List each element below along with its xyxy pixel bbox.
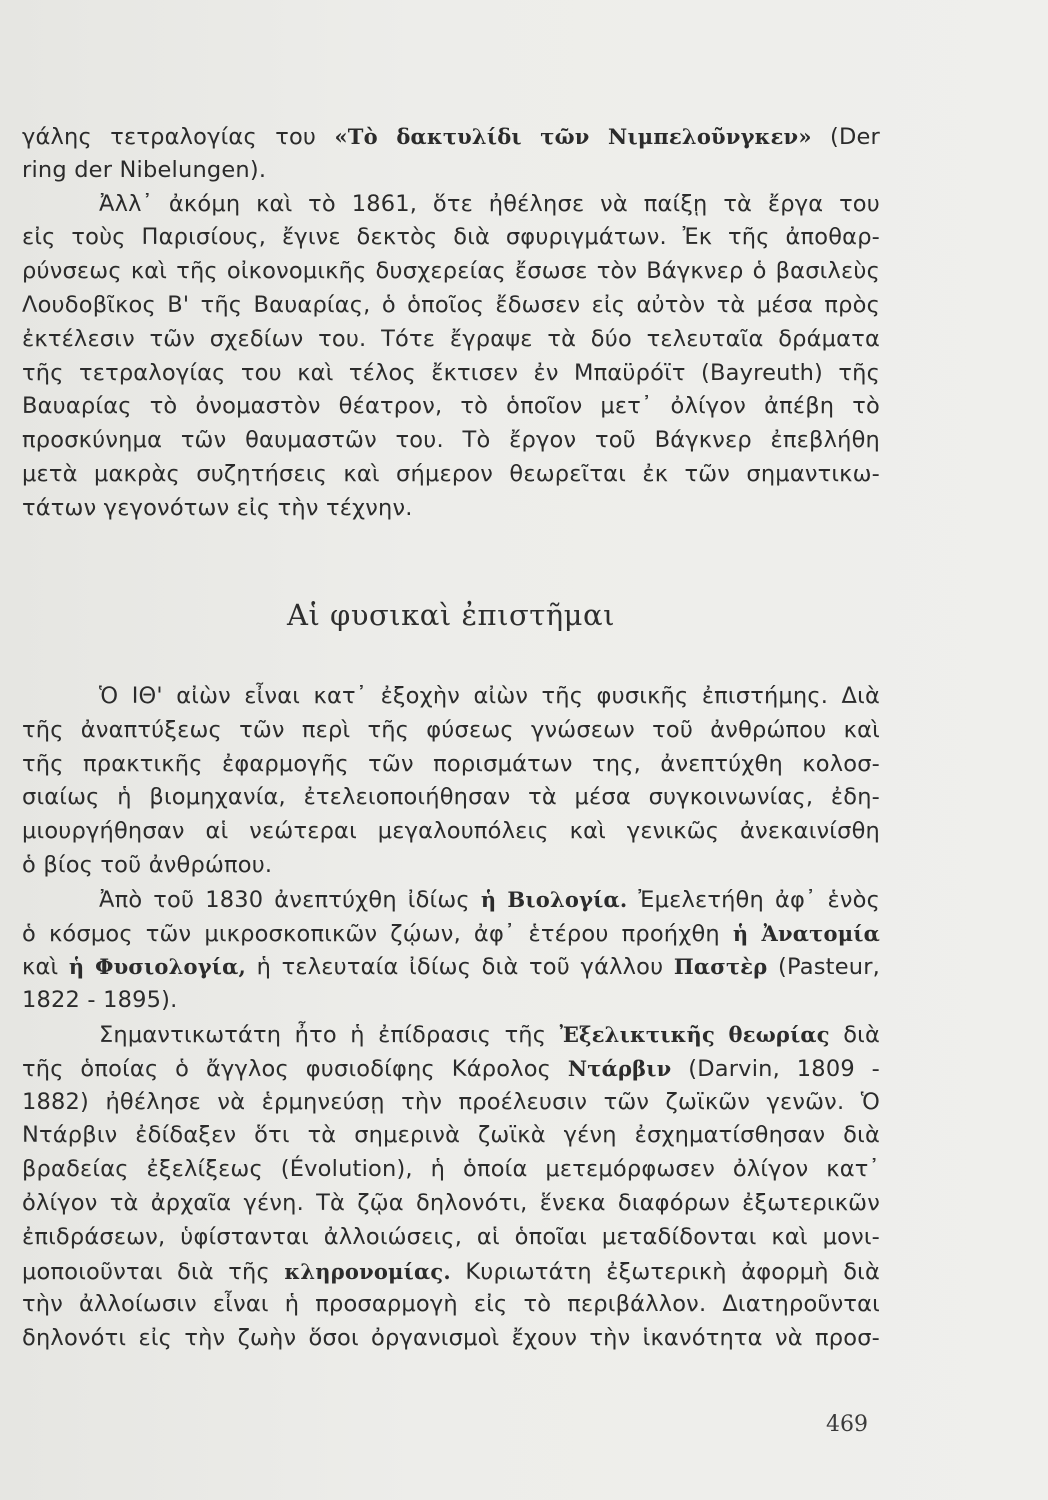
section-heading: Αἱ φυσικαὶ ἐπιστῆμαι	[287, 598, 615, 632]
text-run: ἡ τελευταία ἰδίως διὰ τοῦ γάλλου	[246, 954, 674, 981]
text-line: μιουργήθησαν αἱ νεώτεραι μεγαλουπόλεις καὶ γενικῶς ἀνεκαινίσθη	[22, 818, 880, 845]
text-line	[22, 950, 880, 984]
text-line: προσκύνημα τῶν θαυμαστῶν του. Τὸ ἔργον τοῦ Βάγκνερ ἐπεβλήθη	[22, 427, 880, 454]
text-run: (Pasteur,	[767, 954, 880, 981]
text-line	[22, 1018, 880, 1052]
text-run: διὰ	[829, 1021, 880, 1048]
text-line: Ντάρβιν ἐδίδαξεν ὅτι τὰ σημερινὰ ζωϊκὰ γένη ἐσχηματίσθησαν διὰ	[22, 1122, 880, 1149]
text-line: Λουδοβῖκος Β' τῆς Βαυαρίας, ὁ ὁποῖος ἔδωσεν εἰς αὐτὸν τὰ μέσα πρὸς	[22, 291, 880, 318]
text-line: βραδείας ἐξελίξεως (Évolution), ἡ ὁποία μετεμόρφωσεν ὀλίγον κατ᾽	[22, 1156, 880, 1183]
text-line: τῆς ἀναπτύξεως τῶν περὶ τῆς φύσεως γνώσεων τοῦ ἀνθρώπου καὶ	[22, 716, 880, 743]
text-block-bottom	[22, 680, 880, 1356]
bold-term: Παστὲρ	[673, 954, 768, 980]
text-line: ρύνσεως καὶ τῆς οἰκονομικῆς δυσχερείας ἔσωσε τὸν Βάγκνερ ὁ βασιλεὺς	[22, 258, 880, 285]
text-run: καὶ	[22, 954, 69, 981]
text-line	[22, 1255, 880, 1289]
text-line: ring der Nibelungen).	[22, 156, 267, 183]
text-line	[22, 1052, 880, 1086]
text-line: Βαυαρίας τὸ ὀνομαστὸν θέατρον, τὸ ὁποῖον μετ᾽ ὀλίγον ἀπέβη τὸ	[22, 393, 880, 420]
text-line: 1822 - 1895).	[22, 987, 178, 1014]
text-line: εἰς τοὺς Παρισίους, ἔγινε δεκτὸς διὰ σφυριγμάτων. Ἐκ τῆς ἀποθαρ-	[22, 224, 880, 251]
text-line: σιαίως ἡ βιομηχανία, ἐτελειοποιήθησαν τὰ μέσα συγκοινωνίας, ἐδη-	[22, 784, 880, 811]
text-line: Ἀλλ᾽ ἀκόμη καὶ τὸ 1861, ὅτε ἠθέλησε νὰ παίξῃ τὰ ἔργα του	[99, 190, 880, 217]
text-line: τὴν ἀλλοίωσιν εἶναι ἡ προσαρμογὴ εἰς τὸ περιβάλλον. Διατηροῦνται	[22, 1291, 880, 1318]
text-line: τῆς τετραλογίας του καὶ τέλος ἔκτισεν ἐν Μπαϋρόϊτ (Bayreuth) τῆς	[22, 359, 880, 386]
text-line	[22, 917, 880, 951]
text-line: ἐπιδράσεων, ὑφίστανται ἀλλοιώσεις, αἱ ὁποῖαι μεταδίδονται καὶ μονι-	[22, 1223, 880, 1250]
bold-term: Ἐξελικτικῆς θεωρίας	[559, 1021, 830, 1047]
bold-term: ἡ Φυσιολογία,	[68, 954, 247, 980]
text-line: ὁ βίος τοῦ ἀνθρώπου.	[22, 851, 273, 878]
text-run: Ἀπὸ τοῦ 1830 ἀνεπτύχθη ἰδίως	[99, 886, 481, 913]
text-line: Ὁ ΙΘ' αἰὼν εἶναι κατ᾽ ἐξοχὴν αἰὼν τῆς φυσικῆς ἐπιστήμης. Διὰ	[99, 683, 880, 709]
text-run: Σημαντικωτάτη ἦτο ἡ ἐπίδρασις τῆς	[99, 1021, 560, 1048]
text-line: ἐκτέλεσιν τῶν σχεδίων του. Τότε ἔγραψε τὰ δύο τελευταῖα δράματα	[22, 325, 880, 352]
text-run: (Der	[811, 124, 880, 150]
text-run: Ἐμελετήθη ἀφ᾽ ἑνὸς	[627, 886, 880, 913]
text-line: τάτων γεγονότων εἰς τὴν τέχνην.	[22, 494, 413, 521]
text-line: τῆς πρακτικῆς ἐφαρμογῆς τῶν πορισμάτων της, ἀνεπτύχθη κολοσ-	[22, 750, 880, 777]
text-line	[22, 883, 880, 917]
text-run: ὁ κόσμος τῶν μικροσκοπικῶν ζῴων, ἀφ᾽ ἑτέρου προήχθη	[22, 920, 733, 947]
page-number: 469	[826, 1412, 868, 1437]
bold-term: Ντάρβιν	[567, 1055, 672, 1081]
text-run: γάλης τετραλογίας του	[22, 124, 335, 150]
text-run: (Darvin, 1809 -	[671, 1055, 880, 1082]
bold-term: κληρονομίας.	[284, 1258, 451, 1284]
text-line: δηλονότι εἰς τὴν ζωὴν ὅσοι ὀργανισμοὶ ἔχουν τὴν ἱκανότητα νὰ προσ-	[22, 1325, 880, 1352]
text-run: μοποιοῦνται διὰ τῆς	[22, 1258, 285, 1285]
text-line: 1882) ἠθέλησε νὰ ἑρμηνεύσῃ τὴν προέλευσιν τῶν ζωϊκῶν γενῶν. Ὁ	[22, 1088, 880, 1115]
text-block-top	[22, 120, 880, 526]
text-line	[22, 120, 880, 154]
bold-term: ἡ Βιολογία.	[480, 886, 628, 912]
text-line: ὀλίγον τὰ ἀρχαῖα γένη. Τὰ ζῷα δηλονότι, ἕνεκα διαφόρων ἐξωτερικῶν	[22, 1189, 880, 1216]
text-run: Κυριωτάτη ἐξωτερικὴ ἀφορμὴ διὰ	[450, 1258, 880, 1285]
text-line: μετὰ μακρὰς συζητήσεις καὶ σήμερον θεωρεῖται ἐκ τῶν σημαντικω-	[22, 460, 880, 487]
text-run: τῆς ὁποίας ὁ ἄγγλος φυσιοδίφης Κάρολος	[22, 1055, 568, 1082]
bold-title: «Τὸ δακτυλίδι τῶν Νιμπελοῦνγκεν»	[334, 124, 812, 149]
bold-term: ἡ Ἀνατομία	[732, 920, 880, 946]
